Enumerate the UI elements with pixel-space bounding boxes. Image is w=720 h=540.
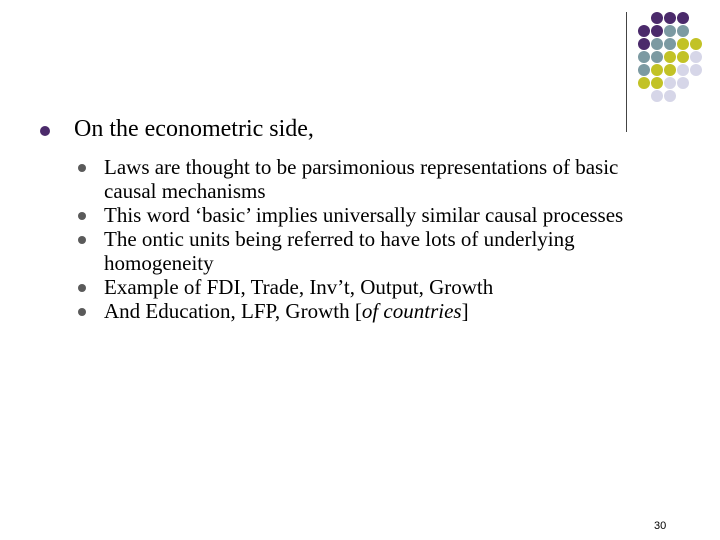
sub-bullet-list — [78, 155, 638, 323]
decor-dot — [664, 12, 676, 24]
decor-dot — [651, 64, 663, 76]
decor-dot — [638, 90, 650, 102]
list-item-text: This word ‘basic’ implies universally similar causal processes — [104, 203, 624, 227]
bullet-icon — [78, 164, 86, 172]
bullet-icon — [40, 126, 50, 136]
decor-dot — [677, 77, 689, 89]
decor-dot — [677, 51, 689, 63]
decor-dot — [651, 38, 663, 50]
list-item — [78, 203, 638, 227]
decor-dot — [690, 90, 702, 102]
decor-dot — [690, 38, 702, 50]
decor-dot — [651, 12, 663, 24]
bullet-icon — [78, 308, 86, 316]
decor-dot — [664, 77, 676, 89]
decor-dot — [638, 38, 650, 50]
bullet-icon — [78, 212, 86, 220]
list-item-text: The ontic units being referred to have lots of underlying homogeneity — [104, 227, 575, 275]
decor-dot — [677, 90, 689, 102]
decor-dot — [690, 12, 702, 24]
decor-dot — [677, 38, 689, 50]
decor-dot — [690, 51, 702, 63]
decor-dot — [690, 25, 702, 37]
list-item-text: Example of FDI, Trade, Inv’t, Output, Growth — [104, 275, 494, 299]
decor-dot-grid — [638, 12, 703, 103]
text-close: ] — [461, 299, 469, 323]
decor-dot — [677, 25, 689, 37]
bullet-icon — [78, 236, 86, 244]
list-item — [78, 227, 638, 275]
decor-dot — [651, 25, 663, 37]
list-item — [78, 299, 638, 323]
decor-dot — [651, 77, 663, 89]
decor-dot — [690, 64, 702, 76]
list-item — [78, 275, 638, 299]
list-item-text: Laws are thought to be parsimonious representations of basic causal mechanisms — [104, 155, 619, 203]
decor-dot — [664, 64, 676, 76]
bullet-icon — [78, 284, 86, 292]
decor-dot — [677, 64, 689, 76]
decor-dot — [664, 51, 676, 63]
decor-dot — [664, 25, 676, 37]
decor-dot — [638, 25, 650, 37]
heading-text: On the econometric side, — [74, 116, 314, 142]
decor-dot — [690, 77, 702, 89]
text-plain: And Education, LFP, Growth [ — [104, 299, 362, 323]
decor-dot — [638, 77, 650, 89]
text-italic: of countries — [361, 299, 462, 323]
decor-dot — [664, 90, 676, 102]
decor-dot — [651, 90, 663, 102]
decor-dot — [677, 12, 689, 24]
list-item-text — [104, 299, 638, 323]
decor-dot — [638, 51, 650, 63]
list-item — [78, 155, 638, 203]
slide-number: 30 — [654, 520, 667, 532]
decor-vertical-line — [626, 12, 627, 132]
decor-dot — [638, 12, 650, 24]
main-bullet — [40, 114, 314, 144]
decor-dot — [664, 38, 676, 50]
decor-dot — [651, 51, 663, 63]
decor-dot — [638, 64, 650, 76]
